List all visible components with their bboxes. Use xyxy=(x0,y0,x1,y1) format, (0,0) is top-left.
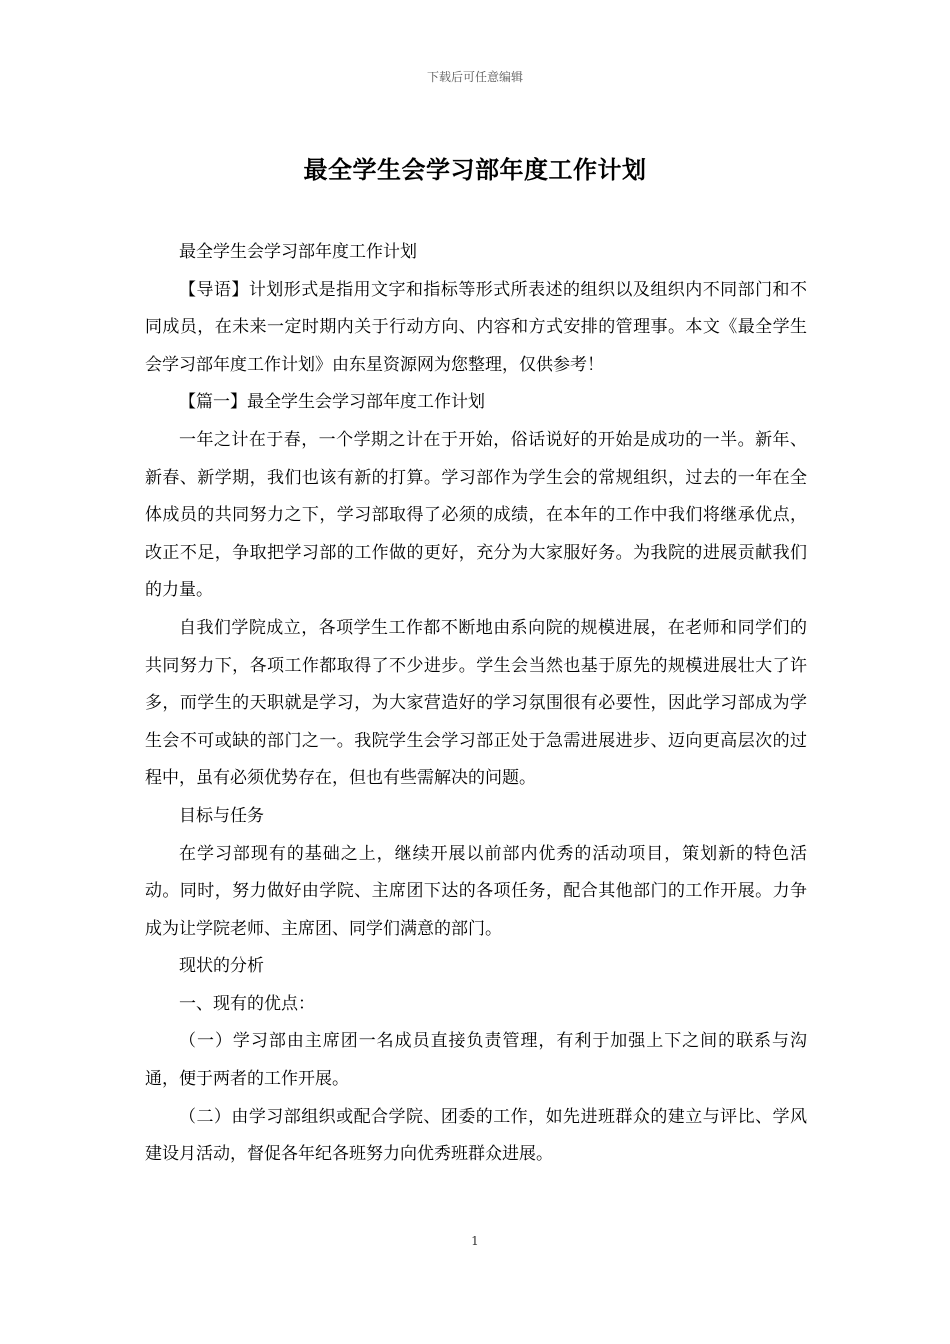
paragraph: 现状的分析 xyxy=(179,956,264,977)
paragraph: 最全学生会学习部年度工作计划 xyxy=(179,242,417,262)
document-title: 最全学生会学习部年度工作计划 xyxy=(303,156,647,184)
page-number: 1 xyxy=(471,1234,479,1248)
paragraph: （二）由学习部组织或配合学院、团委的工作，如先进班群众的建立与评比、学风建设月活动，督促各年纪各班努力向优秀班群众进展。 xyxy=(145,1106,807,1165)
paragraph: 【篇一】最全学生会学习部年度工作计划 xyxy=(179,392,485,413)
paragraph: （一）学习部由主席团一名成员直接负责管理，有利于加强上下之间的联系与沟通，便于两者的工作开展。 xyxy=(145,1031,807,1090)
paragraph: 在学习部现有的基础之上，继续开展以前部内优秀的活动项目，策划新的特色活动。同时，努力做好由学院、主席团下达的各项任务，配合其他部门的工作开展。力争成为让学院老师、主席团、同学们满意的部门。 xyxy=(145,843,807,939)
paragraph: 自我们学院成立，各项学生工作都不断地由系向院的规模进展，在老师和同学们的共同努力下，各项工作都取得了不少进步。学生会当然也基于原先的规模进展壮大了许多，而学生的天职就是学习，为大家营造好的学习氛围很有必要性，因此学习部成为学生会不可或缺的部门之一。我院学生会学习部正处于急需进展进步、迈向更高层次的过程中，虽有必须优势存在，但也有些需解决的问题。 xyxy=(145,617,807,789)
header-note: 下载后可任意编辑 xyxy=(426,70,523,84)
paragraph: 【导语】计划形式是指用文字和指标等形式所表述的组织以及组织内不同部门和不同成员，在未来一定时期内关于行动方向、内容和方式安排的管理事。本文《最全学生会学习部年度工作计划》由东星资源网为您整理，仅供参考！ xyxy=(145,279,807,375)
paragraph: 一、现有的优点： xyxy=(179,993,315,1014)
paragraph: 一年之计在于春，一个学期之计在于开始，俗话说好的开始是成功的一半。新年、新春、新学期，我们也该有新的打算。学习部作为学生会的常规组织，过去的一年在全体成员的共同努力之下，学习部取得了必须的成绩，在本年的工作中我们将继承优点，改正不足，争取把学习部的工作做的更好，充分为大家服好务。为我院的进展贡献我们的力量。 xyxy=(145,429,807,601)
document-body xyxy=(145,234,807,1174)
paragraph: 目标与任务 xyxy=(179,805,264,826)
